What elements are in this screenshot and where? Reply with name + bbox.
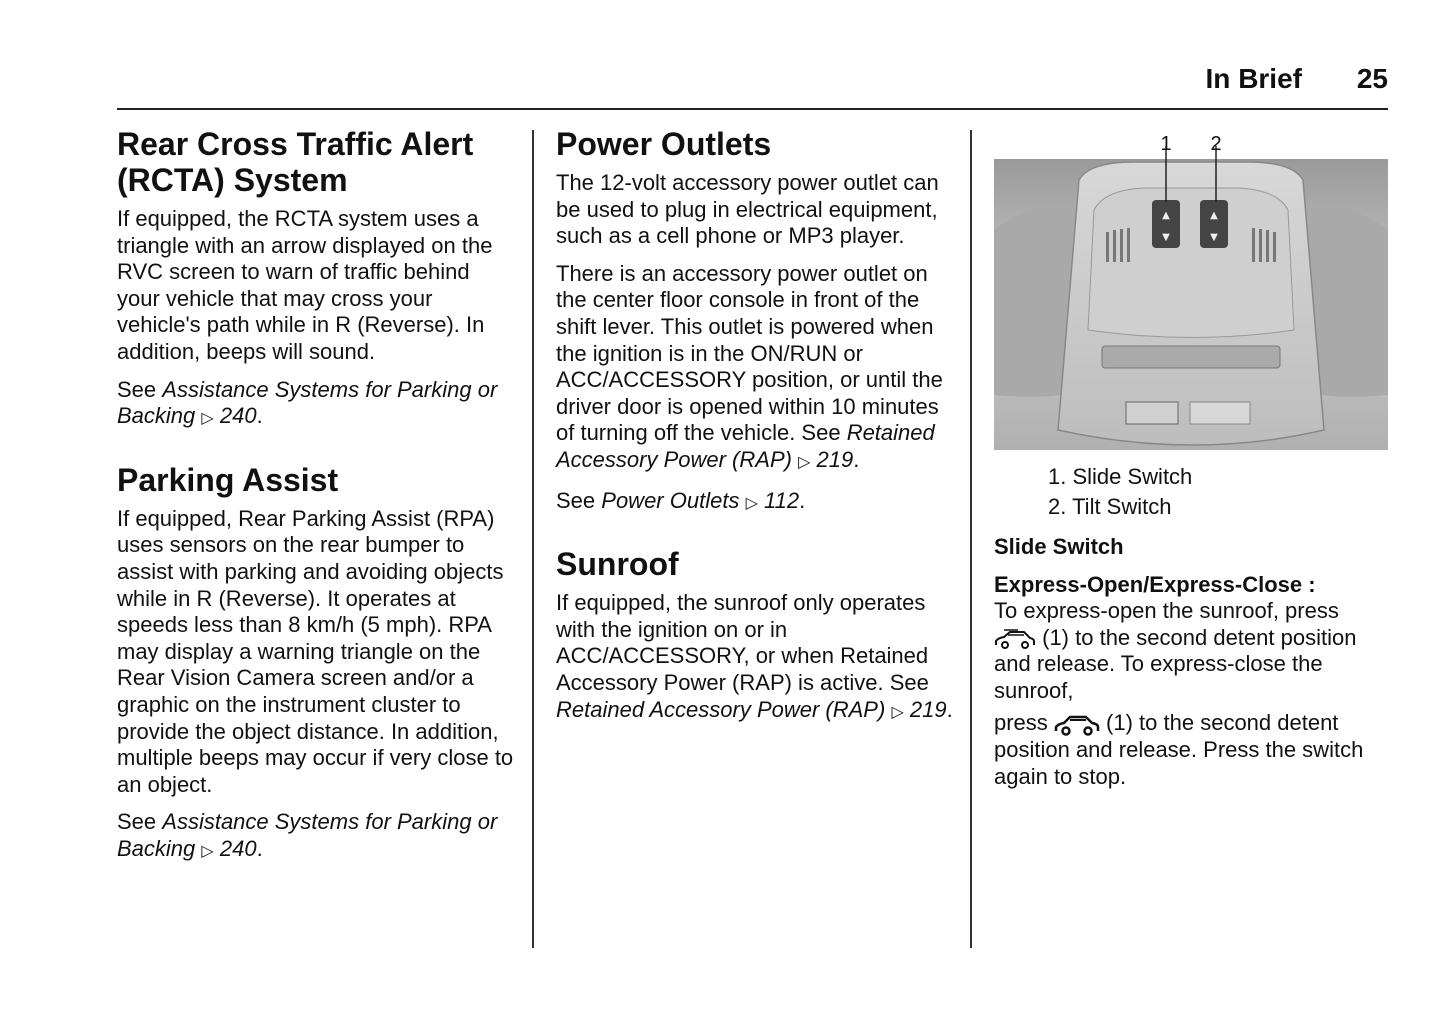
see-label: See xyxy=(556,487,602,513)
legend-item: 1. Slide Switch xyxy=(1048,464,1193,489)
page-ref-arrow-icon: ▷ xyxy=(201,410,214,428)
po-body-text: There is an accessory power outlet on the center floor console in front of the shift lever. This outlet is powered when the ignition is in the ON/RUN or ACC/ACCESSORY position, or until the driver door is opened within 10 minutes of turning off the vehicle. See xyxy=(556,260,943,446)
sunglass-holder[interactable] xyxy=(1126,402,1178,424)
column-divider xyxy=(532,130,534,948)
sunroof-switch-photo xyxy=(994,130,1388,450)
see-label: See xyxy=(117,809,163,835)
eo-text-2: (1) to the second detent position and release. To express-close the sunroof, xyxy=(994,624,1357,703)
slide-switch-icon: ▼ xyxy=(1162,232,1170,243)
parking-assist-body: If equipped, Rear Parking Assist (RPA) uses sensors on the rear bumper to assist with parking and avoiding objects while in R (Reverse). It operates at speeds less than 8 km/h (5 mph). RPA may display a warning triangle on the Rear Vision Camera screen and/or a graphic on the instrument cluster to provide the object distance. In addition, multiple beeps may occur if very close to an object. xyxy=(117,505,514,797)
lamp-buttons[interactable] xyxy=(1102,346,1280,368)
eo-text-3: press xyxy=(994,710,1048,736)
page-ref-arrow-icon: ▷ xyxy=(745,494,758,512)
parking-assist-heading: Parking Assist xyxy=(117,461,339,498)
sunroof-body: If equipped, the sunroof only operates with the ignition on or in ACC/ACCESSORY, or when Retained Accessory Power (RAP) is active. See Retained Accessory Power (RAP) ▷ 219. xyxy=(556,590,953,722)
upper-panel xyxy=(1088,188,1294,338)
page-ref-arrow-icon: ▷ xyxy=(798,453,811,471)
power-outlets-heading: Power Outlets xyxy=(556,126,772,162)
express-open-heading: Express-Open/Express-Close : xyxy=(994,572,1316,597)
slide-switch-heading: Slide Switch xyxy=(994,534,1124,559)
rcta-heading-line2: (RCTA) System xyxy=(117,162,348,198)
see-label: See xyxy=(117,376,163,402)
rcta-xref-page[interactable]: 240 xyxy=(219,403,257,429)
page-number: 25 xyxy=(1356,63,1388,94)
tilt-switch-icon: ▲ xyxy=(1210,210,1218,221)
page-header xyxy=(117,60,1388,110)
homelink-button[interactable] xyxy=(1190,402,1250,424)
rap-xref-page[interactable]: 219 xyxy=(816,446,854,472)
column-1 xyxy=(117,126,517,876)
pa-xref-page[interactable]: 240 xyxy=(219,835,257,861)
sunroof-body-text: If equipped, the sunroof only operates with the ignition on or in ACC/ACCESSORY, or when Retained Accessory Power (RAP) is active. See xyxy=(556,590,929,695)
column-3-text xyxy=(994,462,1388,801)
rcta-see-also: See Assistance Systems for Parking or Backing ▷ 240. xyxy=(117,376,498,429)
sunroof-open-icon xyxy=(994,629,1036,649)
rap-xref[interactable]: Retained Accessory Power (RAP) xyxy=(556,420,935,472)
tilt-switch-icon: ▼ xyxy=(1210,232,1218,243)
sunroof-heading: Sunroof xyxy=(556,546,679,583)
photo-legend xyxy=(994,462,1388,522)
rcta-body: If equipped, the RCTA system uses a triangle with an arrow displayed on the RVC screen to warn of traffic behind your vehicle that may cross your vehicle's path while in R (Reverse). In addition, beeps will sound. xyxy=(117,206,493,364)
column-2 xyxy=(556,126,956,737)
slide-switch-icon: ▲ xyxy=(1162,210,1170,221)
express-close-body xyxy=(994,710,1388,790)
callout-1: 1 xyxy=(1160,133,1172,155)
pa-xref[interactable]: Assistance Systems for Parking or Backing xyxy=(117,809,498,861)
page-ref-arrow-icon: ▷ xyxy=(201,842,214,860)
sunroof-rap-xref-page[interactable]: 219 xyxy=(909,696,947,722)
power-outlets-xref-page[interactable]: 112 xyxy=(764,487,800,513)
parking-assist-see-also: See Assistance Systems for Parking or Backing ▷ 240. xyxy=(117,809,498,861)
rcta-heading xyxy=(117,126,517,198)
express-open-body xyxy=(994,598,1388,704)
eo-text-4: (1) to the second detent position and release. Press the switch again to stop. xyxy=(994,710,1364,789)
power-outlets-body-1: The 12-volt accessory power outlet can be used to plug in electrical equipment, such as a cell phone or MP3 player. xyxy=(556,170,939,249)
rcta-heading-line1: Rear Cross Traffic Alert xyxy=(117,126,474,162)
column-divider xyxy=(970,130,972,948)
legend-item: 2. Tilt Switch xyxy=(1048,494,1172,519)
rcta-xref[interactable]: Assistance Systems for Parking or Backing xyxy=(117,376,498,429)
page-ref-arrow-icon: ▷ xyxy=(891,703,904,721)
power-outlets-xref[interactable]: Power Outlets xyxy=(601,487,740,513)
power-outlets-body-2: There is an accessory power outlet on the center floor console in front of the shift lever. This outlet is powered when the ignition is in the ON/RUN or ACC/ACCESSORY position, or until the driver door is opened within 10 minutes of turning off the vehicle. See Retained Accessory Power (RAP) ▷ 219. xyxy=(556,260,943,472)
sunroof-rap-xref[interactable]: Retained Accessory Power (RAP) xyxy=(556,696,886,722)
power-outlets-see-also: See Power Outlets ▷ 112. xyxy=(556,487,806,513)
section-title: In Brief xyxy=(1205,63,1302,94)
callout-2: 2 xyxy=(1210,133,1222,155)
sunroof-close-icon xyxy=(1054,714,1100,736)
eo-text-1: To express-open the sunroof, press xyxy=(994,598,1339,623)
